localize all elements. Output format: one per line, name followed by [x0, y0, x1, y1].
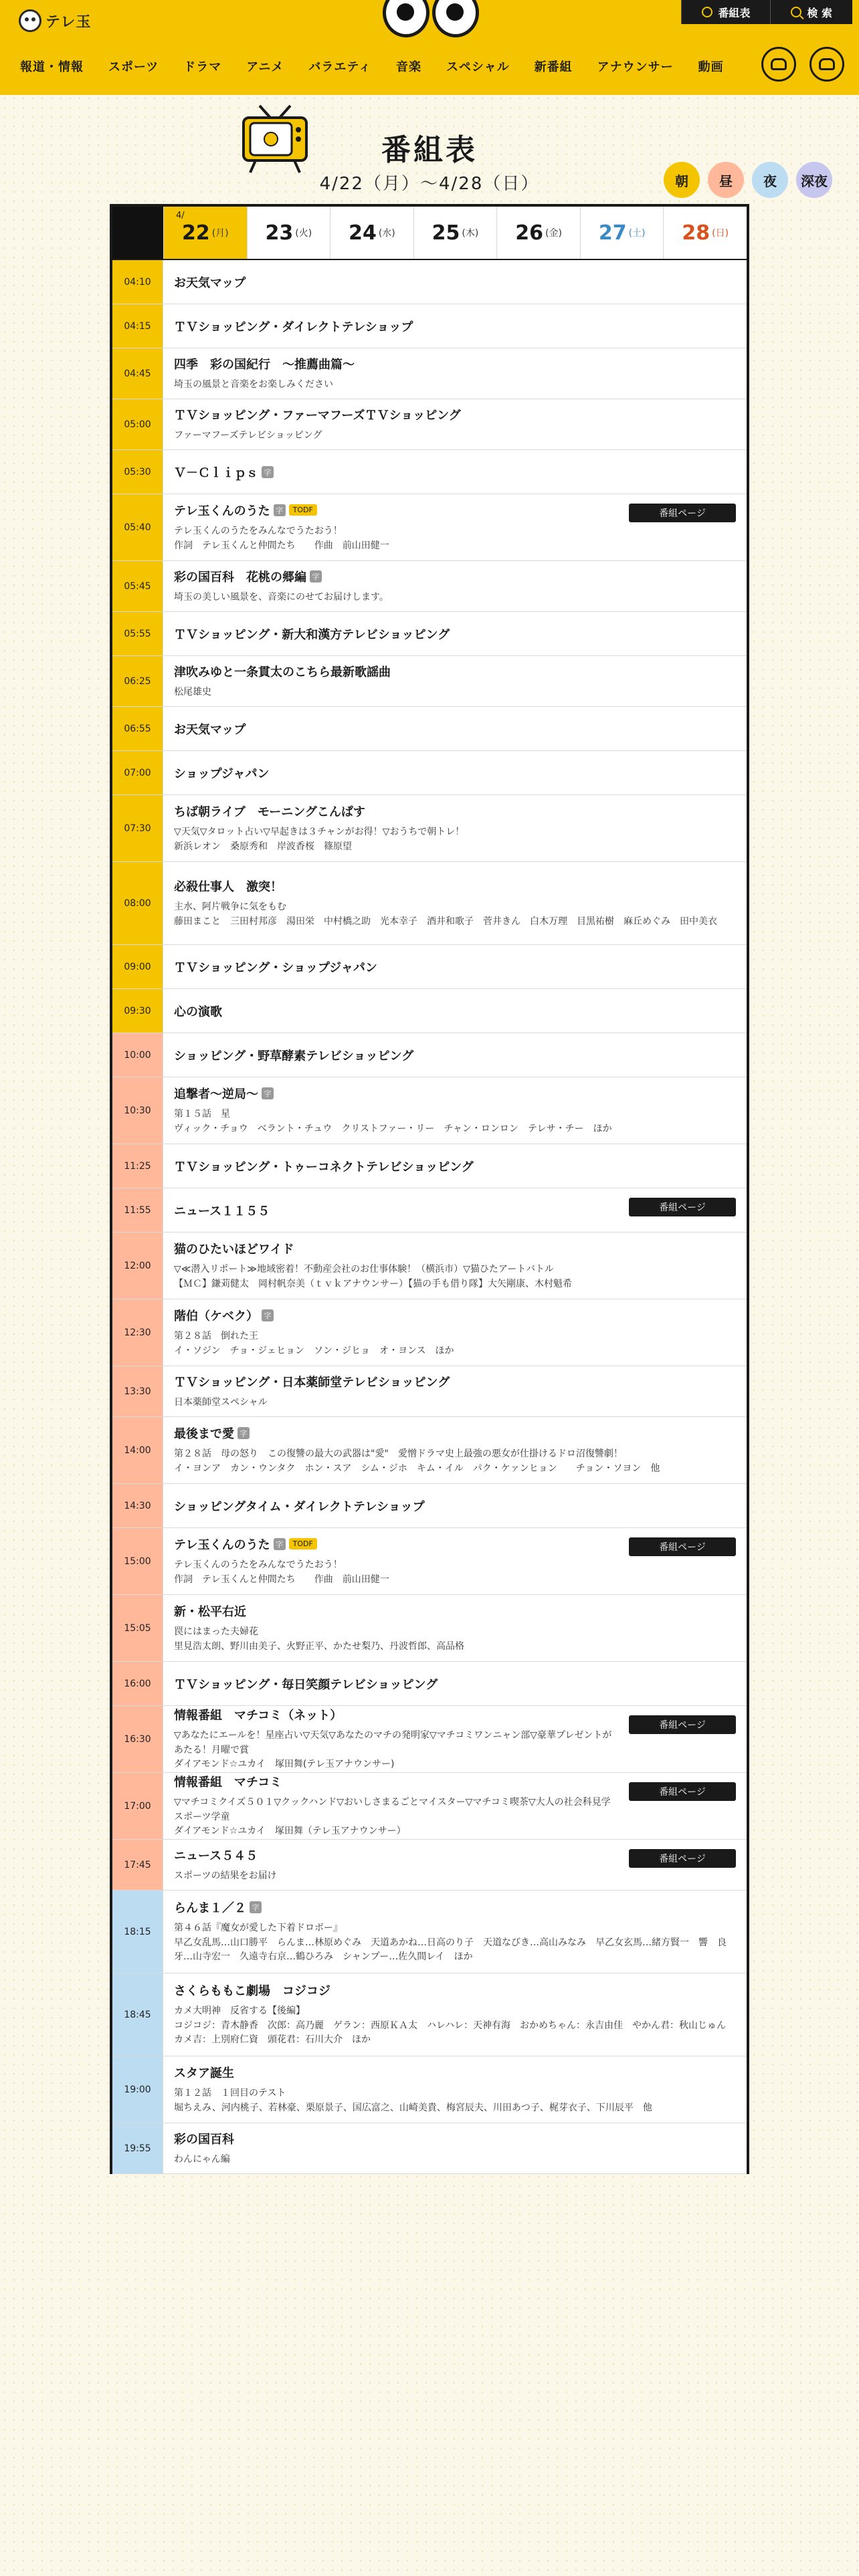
program-description: 埼玉の美しい風景を、音楽にのせてお届けします。 — [174, 591, 389, 603]
program-row[interactable] — [112, 1840, 747, 1891]
program-row[interactable] — [112, 612, 747, 656]
date-tab-day: 26 — [515, 221, 543, 245]
program-cast: ダイアモンド☆ユカイ 塚田舞(テレ玉アナウンサー) — [174, 1759, 395, 1770]
program-page-button[interactable]: 番組ページ — [629, 1849, 736, 1868]
site-header — [0, 0, 859, 87]
program-page-button[interactable]: 番組ページ — [629, 1715, 736, 1734]
program-info — [163, 1973, 747, 2056]
program-title-text: 猫のひたいほどワイド — [174, 1242, 294, 1257]
program-title-text: 必殺仕事人 激突！ — [174, 879, 282, 894]
mascot-eyes-icon — [383, 0, 479, 37]
nav-news[interactable]: 報道・情報 — [20, 60, 84, 74]
program-description: ▽天気▽タロット占い▽早起きは３チャンがお得！▽おうちで朝トレ！ — [174, 826, 465, 837]
program-row[interactable] — [112, 1417, 747, 1484]
program-title[interactable] — [174, 1202, 619, 1219]
program-time: 12:00 — [112, 1232, 163, 1299]
program-title[interactable] — [174, 1706, 619, 1723]
program-page-button[interactable]: 番組ページ — [629, 504, 736, 522]
program-info — [163, 1662, 747, 1705]
program-title-text: Ｖ－Ｃｌｉｐｓ — [174, 465, 258, 480]
program-description: テレ玉くんのうたをみんなでうたおう！ — [174, 525, 343, 536]
program-time: 04:15 — [112, 304, 163, 348]
program-title[interactable] — [174, 1497, 736, 1515]
program-time: 06:55 — [112, 707, 163, 750]
date-tab-25[interactable] — [413, 207, 497, 259]
program-description: ファーマフーズテレビショッピング — [174, 429, 322, 441]
program-row[interactable] — [112, 1144, 747, 1188]
subtitle-badge: 字 — [274, 504, 286, 516]
program-description: 第１２話 １回目のテスト — [174, 2087, 286, 2099]
date-tab-weekday: (月) — [211, 228, 229, 239]
program-title-text: ちば朝ライブ モーニングこんぱす — [174, 804, 365, 819]
main-nav — [20, 58, 724, 75]
program-page-button[interactable]: 番組ページ — [629, 1198, 736, 1216]
program-title-text: ＴＶショッピング・ショップジャパン — [174, 960, 377, 975]
program-title-text: テレ玉くんのうた — [174, 504, 270, 518]
program-time: 14:30 — [112, 1484, 163, 1527]
program-title[interactable] — [174, 1981, 736, 1999]
program-description: 埼玉の風景と音楽をお楽しみください — [174, 379, 333, 390]
program-row[interactable] — [112, 2056, 747, 2123]
program-title[interactable] — [174, 1846, 619, 1864]
program-title-text: 新・松平右近 — [174, 1604, 246, 1619]
program-title[interactable] — [174, 406, 736, 423]
logo-text: テレ玉 — [45, 13, 92, 31]
program-title-text: 彩の国百科 花桃の郷編 — [174, 570, 306, 584]
program-info — [163, 1366, 747, 1416]
top-link-search-label: 検 索 — [807, 6, 832, 19]
program-info — [163, 494, 747, 560]
program-info — [163, 1232, 747, 1299]
program-time: 11:25 — [112, 1144, 163, 1188]
program-title-text: ＴＶショッピング・ファーマフーズＴＶショッピング — [174, 408, 461, 423]
date-tab-27[interactable] — [580, 207, 664, 259]
program-info — [163, 1840, 747, 1890]
program-title-text: お天気マップ — [174, 276, 246, 290]
program-cast: 里見浩太朗、野川由美子、火野正平、かたせ梨乃、丹波哲郎、高品格 — [174, 1640, 464, 1652]
program-time: 13:30 — [112, 1366, 163, 1416]
program-title-text: 四季 彩の国紀行 ～推薦曲篇～ — [174, 357, 355, 372]
program-row[interactable] — [112, 1973, 747, 2056]
program-row[interactable] — [112, 561, 747, 612]
nav-videos[interactable]: 動画 — [698, 60, 724, 74]
program-description: 第１５話 星 — [174, 1108, 230, 1119]
program-title-text: 階伯（ケベク） — [174, 1309, 258, 1323]
program-title[interactable] — [174, 318, 736, 335]
program-title-text: さくらももこ劇場 コジコジ — [174, 1984, 330, 1999]
program-title-text: お天気マップ — [174, 722, 246, 737]
program-description: 松尾雄史 — [174, 686, 211, 697]
date-tab-weekday: (土) — [628, 228, 646, 239]
nav-variety[interactable]: バラエティ — [308, 60, 371, 74]
program-row[interactable] — [112, 1077, 747, 1144]
program-time: 07:30 — [112, 795, 163, 861]
program-title-text: 情報番組 マチコミ（ネット） — [174, 1709, 343, 1723]
program-info — [163, 1299, 747, 1366]
program-time: 05:40 — [112, 494, 163, 560]
program-row[interactable] — [112, 450, 747, 494]
program-row[interactable] — [112, 795, 747, 862]
program-description: カメ大明神 反省する【後編】 — [174, 2006, 305, 2017]
program-title[interactable] — [174, 463, 736, 481]
program-info — [163, 795, 747, 861]
program-title[interactable] — [174, 877, 736, 895]
program-description: 第４６話『魔女が愛した下着ドロボー』 — [174, 1923, 343, 1934]
program-info — [163, 612, 747, 655]
program-info — [163, 989, 747, 1033]
program-time: 09:30 — [112, 989, 163, 1033]
program-description: 第２８話 倒れた王 — [174, 1330, 258, 1341]
program-title-text: 彩の国百科 — [174, 2132, 234, 2147]
program-description: わんにゃん編 — [174, 2153, 230, 2165]
program-title[interactable] — [174, 1002, 736, 1020]
program-description: ▽マチコミクイズ５０１▽クックハンド▽おいしさまるごとマイスター▽マチコミ喫茶▽大人の社会科見学スポーツ学童 — [174, 1797, 611, 1822]
date-tab-22[interactable] — [163, 207, 247, 259]
nav-anime[interactable]: アニメ — [246, 60, 284, 74]
program-info — [163, 399, 747, 449]
program-row[interactable] — [112, 1706, 747, 1773]
search-icon — [791, 7, 801, 17]
date-tabs-corner — [112, 207, 163, 259]
program-time: 06:25 — [112, 656, 163, 706]
program-time: 17:00 — [112, 1773, 163, 1839]
program-time: 14:00 — [112, 1417, 163, 1483]
filter-late-night[interactable]: 深夜 — [796, 162, 832, 198]
subtitle-badge: 字 — [250, 1901, 262, 1913]
date-tab-day: 23 — [265, 221, 294, 245]
program-row[interactable] — [112, 2123, 747, 2174]
program-info — [163, 656, 747, 706]
program-time: 19:55 — [112, 2123, 163, 2173]
date-tab-day: 25 — [432, 221, 460, 245]
program-row[interactable] — [112, 989, 747, 1033]
program-title[interactable] — [174, 1307, 736, 1324]
date-tab-month: 4/ — [176, 211, 185, 221]
program-row[interactable] — [112, 1299, 747, 1366]
program-page-button[interactable]: 番組ページ — [629, 1537, 736, 1556]
program-title[interactable] — [174, 625, 736, 643]
program-row[interactable] — [112, 1366, 747, 1417]
subtitle-badge: 字 — [274, 1538, 286, 1550]
program-title[interactable] — [174, 2130, 736, 2147]
subtitle-badge: 字 — [262, 466, 274, 478]
program-title-text: 情報番組 マチコミ — [174, 1776, 282, 1790]
program-title-text: 最後まで愛 — [174, 1426, 234, 1441]
program-title[interactable] — [174, 274, 736, 291]
program-title[interactable] — [174, 568, 736, 585]
subtitle-badge: 字 — [262, 1309, 274, 1321]
program-title[interactable] — [174, 1773, 619, 1790]
logo-mascot-icon — [19, 9, 41, 32]
program-cast: 新浜レオン 桑原秀和 岸波香桜 篠原望 — [174, 841, 352, 852]
program-description: 罠にはまった夫婦花 — [174, 1626, 258, 1637]
program-time: 08:00 — [112, 862, 163, 944]
program-list — [112, 260, 747, 2174]
program-time: 16:00 — [112, 1662, 163, 1705]
page-title: 番組表 — [381, 133, 478, 167]
program-info — [163, 1773, 747, 1839]
program-title-text: ニュース１１５５ — [174, 1204, 270, 1218]
top-link-schedule-label: 番組表 — [718, 6, 751, 19]
program-row[interactable] — [112, 260, 747, 304]
mascot-room-icon[interactable] — [761, 47, 796, 82]
program-row[interactable] — [112, 656, 747, 707]
program-title-text: 津吹みゆと一条貫太のこちら最新歌謡曲 — [174, 665, 391, 679]
program-info — [163, 2056, 747, 2123]
program-cast: 【ＭＣ】鎌苅健太 岡村帆奈美（ｔｖｋアナウンサー）【猫の手も借り隊】大矢剛康、木村魁希 — [174, 1278, 572, 1289]
program-title[interactable] — [174, 1899, 736, 1916]
program-info — [163, 260, 747, 304]
date-tab-day: 28 — [682, 221, 710, 245]
program-description: スポーツの結果をお届け — [174, 1870, 277, 1881]
program-row[interactable] — [112, 1188, 747, 1232]
date-tab-day: 27 — [598, 221, 627, 245]
program-title[interactable] — [174, 1373, 736, 1390]
date-range: 4/22（月）～4/28（日） — [319, 174, 540, 194]
program-cast: イ・ソジン チョ・ジェヒョン ソン・ジヒョ オ・ヨンス ほか — [174, 1345, 454, 1356]
program-row[interactable] — [112, 707, 747, 751]
program-info — [163, 450, 747, 494]
program-time: 04:10 — [112, 260, 163, 304]
program-title-text: ＴＶショッピング・毎日笑顔テレビショッピング — [174, 1677, 438, 1692]
program-row[interactable] — [112, 1595, 747, 1662]
program-time: 12:30 — [112, 1299, 163, 1366]
program-title[interactable] — [174, 1240, 736, 1257]
title-area — [0, 87, 859, 204]
program-title[interactable] — [174, 1158, 736, 1175]
program-cast: ダイアモンド☆ユカイ 塚田舞（テレ玉アナウンサー） — [174, 1826, 406, 1837]
program-time: 11:55 — [112, 1188, 163, 1232]
date-tab-weekday: (木) — [462, 228, 479, 239]
program-time: 10:00 — [112, 1033, 163, 1077]
date-tab-23[interactable] — [247, 207, 330, 259]
program-title[interactable] — [174, 764, 736, 782]
program-row[interactable] — [112, 945, 747, 989]
program-cast: イ・ヨンア カン・ウンタク ホン・スア シム・ジホ キム・イル パク・ケァンヒョン チョン・ソヨン 他 — [174, 1463, 660, 1474]
program-description: 主水、阿片戦争に気をもむ — [174, 901, 286, 912]
program-title[interactable] — [174, 502, 619, 519]
nav-drama[interactable]: ドラマ — [183, 60, 222, 74]
program-time: 09:00 — [112, 945, 163, 988]
program-time: 18:15 — [112, 1891, 163, 1973]
program-title-text: ショッピング・野草酵素テレビショッピング — [174, 1049, 414, 1063]
program-description: ▽≪潜入リポート≫地域密着！不動産会社のお仕事体験！（横浜市）▽猫ひたアートバトル — [174, 1263, 554, 1275]
date-tab-day: 24 — [349, 221, 377, 245]
program-info — [163, 348, 747, 399]
program-time: 19:00 — [112, 2056, 163, 2123]
program-title[interactable] — [174, 1602, 736, 1620]
nav-sports[interactable]: スポーツ — [108, 60, 159, 74]
program-cast: ヴィック・チョウ ベラント・チュウ クリストファー・リー チャン・ロンロン テレサ・チー ほか — [174, 1123, 612, 1134]
program-time: 15:05 — [112, 1595, 163, 1661]
program-title-text: らんま１／２ — [174, 1901, 246, 1916]
program-info — [163, 2123, 747, 2173]
program-time: 07:00 — [112, 751, 163, 794]
nav-icons — [761, 47, 844, 82]
program-row[interactable] — [112, 304, 747, 348]
program-description: 第２８話 母の怒り この復讐の最大の武器は"愛" 愛憎ドラマ史上最強の悪女が仕掛けるドロ沼復讐劇！ — [174, 1448, 623, 1459]
site-logo[interactable] — [19, 9, 92, 32]
program-title[interactable] — [174, 663, 736, 680]
program-title-text: 追撃者～逆局～ — [174, 1087, 258, 1101]
program-info — [163, 862, 747, 944]
filter-evening[interactable]: 夜 — [752, 162, 788, 198]
program-title[interactable] — [174, 720, 736, 738]
program-cast: 早乙女乱馬…山口勝平 らんま…林原めぐみ 天道あかね…日高のり子 天道なびき…高山みなみ 早乙女玄馬…緒方賢一 響 良牙…山寺宏一 久遠寺右京…鶴ひろみ シャンプー…佐久間レイ ほか — [174, 1937, 727, 1963]
program-title[interactable] — [174, 2064, 736, 2081]
program-info — [163, 1484, 747, 1527]
program-title[interactable] — [174, 355, 736, 372]
program-title-text: ショッピングタイム・ダイレクトテレショップ — [174, 1499, 425, 1514]
program-row[interactable] — [112, 1528, 747, 1595]
program-info — [163, 1891, 747, 1973]
todf-badge: TODF — [289, 504, 317, 516]
program-row[interactable] — [112, 1033, 747, 1077]
program-description: ▽あなたにエールを！星座占い▽天気▽あなたのマチの発明家▽マチコミワンニャン部▽豪華プレゼントがあたる！月曜で賞 — [174, 1730, 612, 1755]
program-description: 日本薬師堂スペシャル — [174, 1396, 268, 1408]
program-title-text: ＴＶショッピング・トゥーコネクトテレビショッピング — [174, 1160, 474, 1174]
top-link-search[interactable] — [770, 0, 852, 24]
date-tab-weekday: (金) — [545, 228, 562, 239]
program-title-text: ショップジャパン — [174, 766, 270, 781]
program-info — [163, 1077, 747, 1144]
program-info — [163, 1144, 747, 1188]
program-time: 17:45 — [112, 1840, 163, 1890]
program-title-text: ＴＶショッピング・新大和漢方テレビショッピング — [174, 627, 450, 642]
program-cast: 堀ちえみ、河内桃子、若林豪、栗原景子、国広富之、山崎美貴、梅宮辰夫、川田あつ子、梶芽衣子、下川辰平 他 — [174, 2102, 652, 2113]
filter-daytime[interactable]: 昼 — [708, 162, 744, 198]
program-row[interactable] — [112, 1773, 747, 1840]
program-row[interactable] — [112, 494, 747, 561]
program-title-text: テレ玉くんのうた — [174, 1537, 270, 1552]
program-time: 16:30 — [112, 1706, 163, 1772]
nav-new-programs[interactable]: 新番組 — [534, 60, 573, 74]
program-cast: 藤田まこと 三田村邦彦 湯田栄 中村橋之助 光本幸子 酒井和歌子 菅井きん 白木万理 目黒祐樹 麻丘めぐみ 田中美衣 — [174, 916, 717, 927]
todf-badge: TODF — [289, 1538, 317, 1549]
time-filter — [664, 162, 832, 198]
date-tab-26[interactable] — [496, 207, 580, 259]
top-links — [681, 0, 852, 24]
program-row[interactable] — [112, 348, 747, 399]
program-cast: 作詞 テレ玉くんと仲間たち 作曲 前山田健一 — [174, 1574, 389, 1585]
nav-music[interactable]: 音楽 — [395, 60, 421, 74]
program-row[interactable] — [112, 1232, 747, 1299]
program-row[interactable] — [112, 751, 747, 795]
program-info — [163, 1528, 747, 1594]
program-description: テレ玉くんのうたをみんなでうたおう！ — [174, 1559, 343, 1570]
date-tab-weekday: (日) — [712, 228, 729, 239]
program-info — [163, 945, 747, 988]
program-info — [163, 1033, 747, 1077]
program-title-text: ＴＶショッピング・ダイレクトテレショップ — [174, 320, 413, 334]
program-info — [163, 707, 747, 750]
program-row[interactable] — [112, 1891, 747, 1973]
subtitle-badge: 字 — [262, 1087, 274, 1099]
program-info — [163, 561, 747, 611]
program-title-text: 心の演歌 — [174, 1004, 222, 1019]
program-title[interactable] — [174, 1675, 736, 1693]
program-title[interactable] — [174, 1535, 619, 1553]
program-time: 05:00 — [112, 399, 163, 449]
program-cast: 作詞 テレ玉くんと仲間たち 作曲 前山田健一 — [174, 540, 389, 551]
program-title[interactable] — [174, 1424, 736, 1442]
nav-announcers[interactable]: アナウンサー — [597, 60, 674, 74]
program-title[interactable] — [174, 1047, 736, 1064]
mascot-character-icon[interactable] — [809, 47, 844, 82]
program-time: 05:30 — [112, 450, 163, 494]
program-info — [163, 1595, 747, 1661]
program-row[interactable] — [112, 399, 747, 450]
date-tab-day: 22 — [181, 221, 210, 245]
program-time: 04:45 — [112, 348, 163, 399]
date-tab-weekday: (火) — [295, 228, 312, 239]
program-time: 15:00 — [112, 1528, 163, 1594]
program-info — [163, 1706, 747, 1772]
program-info — [163, 751, 747, 794]
program-row[interactable] — [112, 862, 747, 945]
program-title-text: ＴＶショッピング・日本薬師堂テレビショッピング — [174, 1375, 450, 1390]
subtitle-badge: 字 — [310, 570, 322, 582]
program-title[interactable] — [174, 1085, 736, 1102]
program-time: 10:30 — [112, 1077, 163, 1144]
program-time: 05:45 — [112, 561, 163, 611]
filter-morning[interactable]: 朝 — [664, 162, 700, 198]
program-cast: コジコジ：青木静香 次郎：高乃麗 ゲラン：西原ＫＡ太 ハレハレ：天神有海 おかめちゃん：永吉由佳 やかん君：秋山じゅん カメ吉：上別府仁資 頭花君：石川大介 ほか — [174, 2020, 736, 2046]
program-row[interactable] — [112, 1662, 747, 1706]
date-tab-28[interactable] — [663, 207, 747, 259]
program-page-button[interactable]: 番組ページ — [629, 1782, 736, 1801]
program-info — [163, 1417, 747, 1483]
program-info — [163, 304, 747, 348]
program-info — [163, 1188, 747, 1232]
program-title[interactable] — [174, 958, 736, 976]
program-time: 05:55 — [112, 612, 163, 655]
program-title-text: ニュース５４５ — [174, 1848, 258, 1863]
nav-special[interactable]: スペシャル — [446, 60, 510, 74]
top-link-schedule[interactable] — [681, 0, 770, 24]
program-title[interactable] — [174, 802, 736, 820]
program-row[interactable] — [112, 1484, 747, 1528]
program-time: 18:45 — [112, 1973, 163, 2056]
date-tab-weekday: (水) — [378, 228, 395, 239]
program-schedule — [110, 204, 749, 2174]
clock-icon — [702, 7, 712, 17]
date-tab-24[interactable] — [330, 207, 413, 259]
date-tabs — [112, 207, 747, 260]
program-title-text: スタア誕生 — [174, 2066, 234, 2080]
subtitle-badge: 字 — [237, 1427, 250, 1439]
